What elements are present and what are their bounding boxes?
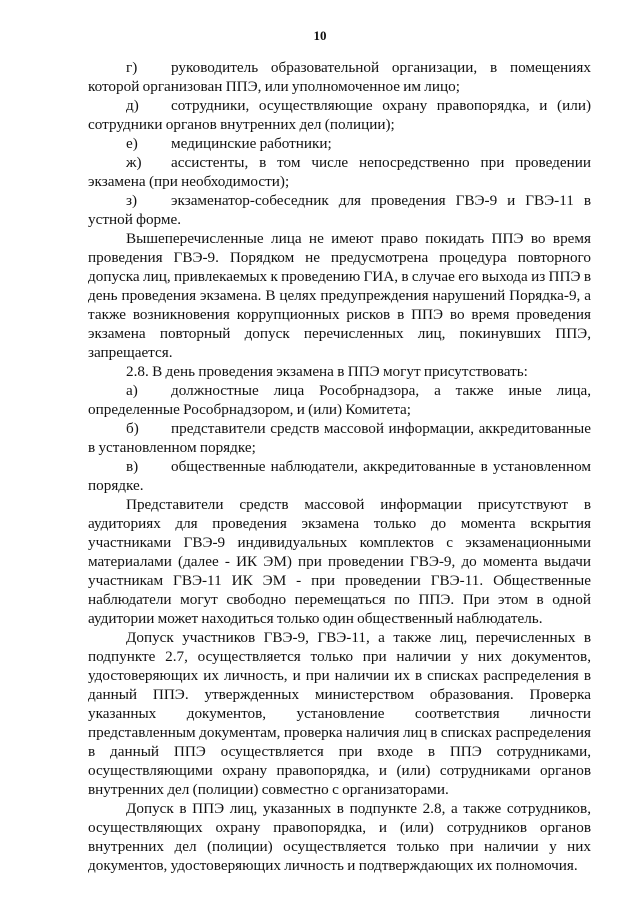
document-body — [88, 58, 591, 875]
paragraph — [88, 495, 591, 628]
list-item — [88, 96, 591, 134]
paragraph-text: должностные лица Рособрнадзора, а также иные лица, определенные Рособрнадзором, и (или) Комитета; — [88, 382, 591, 418]
list-item-label: б) — [126, 420, 139, 437]
list-item-label: ж) — [126, 154, 142, 171]
list-item — [88, 191, 591, 229]
paragraph-text: экзаменатор-собеседник для проведения ГВЭ-9 и ГВЭ-11 в устной форме. — [88, 192, 591, 228]
paragraph-text: представители средств массовой информации, аккредитованные в установленном порядке; — [88, 420, 591, 456]
paragraph-text: руководитель образовательной организации, в помещениях которой организован ППЭ, или уполномоченное им лицо; — [88, 59, 591, 95]
list-item-label: г) — [126, 59, 138, 76]
paragraph-text: общественные наблюдатели, аккредитованные в установленном порядке. — [88, 458, 591, 494]
list-item — [88, 457, 591, 495]
list-item-label: е) — [126, 135, 138, 152]
paragraph-text: Допуск участников ГВЭ-9, ГВЭ-11, а также лиц, перечисленных в подпункте 2.7, осуществляется только при наличии у них документов, удостоверяющих их личность, и при наличии их в списках распределения в данный ППЭ. утвержденных министерством образования. Проверка указанных документов, установление соответствия личности представленным документам, проверка наличия лиц в списках распределения в данный ППЭ осуществляется при входе в ППЭ сотрудниками, осуществляющими охрану правопорядка, и (или) сотрудниками органов внутренних дел (полиции) совместно с организаторами. — [88, 629, 591, 798]
paragraph-text: медицинские работники; — [171, 135, 332, 152]
list-item-label: д) — [126, 97, 139, 114]
paragraph-text: Допуск в ППЭ лиц, указанных в подпункте 2.8, а также сотрудников, осуществляющих охрану правопорядка, и (или) сотрудников органов внутренних дел (полиции) осуществляется только при наличии у них документов, удостоверяющих личность и подтверждающих их полномочия. — [88, 800, 591, 874]
paragraph — [88, 229, 591, 362]
paragraph-text: сотрудники, осуществляющие охрану правопорядка, и (или) сотрудники органов внутренних дел (полиции); — [88, 97, 591, 133]
list-item — [88, 58, 591, 96]
list-item-label: а) — [126, 382, 138, 399]
list-item — [88, 419, 591, 457]
list-item-label: в) — [126, 458, 139, 475]
list-item — [88, 134, 591, 153]
paragraph — [88, 628, 591, 799]
list-item — [88, 153, 591, 191]
page-number: 10 — [313, 28, 327, 43]
paragraph-text: ассистенты, в том числе непосредственно при проведении экзамена (при необходимости); — [88, 154, 591, 190]
paragraph-text: 2.8. В день проведения экзамена в ППЭ могут присутствовать: — [126, 363, 528, 380]
paragraph — [88, 799, 591, 875]
list-item-label: з) — [126, 192, 138, 209]
paragraph-text: Представители средств массовой информации присутствуют в аудиториях для проведения экзамена только до момента вскрытия участниками ГВЭ-9 индивидуальных комплектов с экзаменационными материалами (далее - ИК ЭМ) при проведении ГВЭ-9, до момента выдачи участникам ГВЭ-11 ИК ЭМ - при проведении ГВЭ-11. Общественные наблюдатели могут свободно перемещаться по ППЭ. При этом в одной аудитории может находиться только один общественный наблюдатель. — [88, 496, 591, 627]
paragraph-text: Вышеперечисленные лица не имеют право покидать ППЭ во время проведения ГВЭ-9. Порядком не предусмотрена процедура повторного допуска лиц, привлекаемых к проведению ГИА, в случае его выхода из ППЭ в день проведения экзамена. В целях предупреждения нарушений Порядка-9, а также возникновения коррупционных рисков в ППЭ во время проведения экзамена повторный допуск перечисленных лиц, покинувших ППЭ, запрещается. — [88, 230, 591, 361]
paragraph — [88, 362, 591, 381]
list-item — [88, 381, 591, 419]
